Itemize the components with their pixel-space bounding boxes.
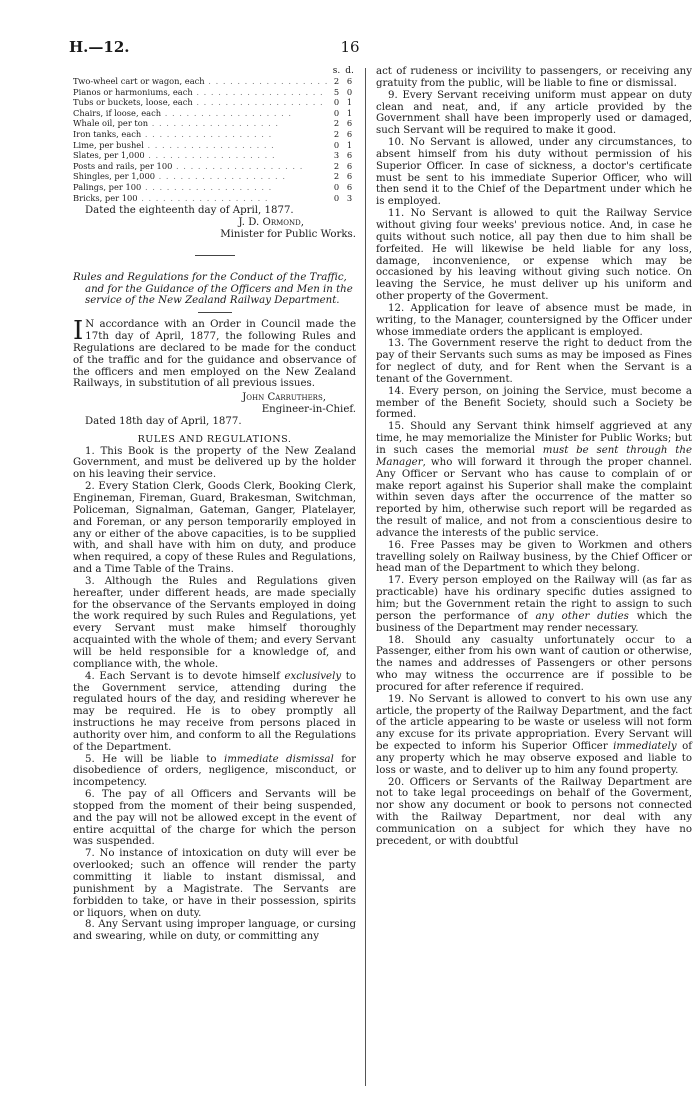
rules-title-text: Rules and Regulations for the Conduct of the Traffic, and for the Guidance of the Officers and Men in the service of the New Zealand Railway Department.: [73, 271, 353, 307]
rule-paragraph: 9. Every Servant receiving uniform must appear on duty clean and neat, and, if any article provided by the Government shall have been improperly used or damaged, such Servant will be required to make it good.: [376, 89, 692, 137]
right-paragraphs: [376, 66, 692, 848]
document-reference: H.—12.: [69, 38, 130, 56]
right-column: [376, 66, 692, 848]
rule-paragraph: 6. The pay of all Officers and Servants will be stopped from the moment of their being suspended, and the pay will not be allowed except in the event of entire acquittal of the charge for which the person was suspended.: [73, 789, 356, 848]
rule-paragraph: act of rudeness or incivility to passengers, or receiving any gratuity from the public, will be liable to fine or dismissal.: [376, 66, 692, 89]
rate-label: Slates, per 1,000 . . .: [73, 150, 330, 161]
rate-row: [73, 129, 356, 140]
left-paragraphs: [73, 446, 356, 943]
rate-pence: 6: [346, 128, 353, 139]
rule-paragraph: 16. Free Passes may be given to Workmen and others travelling solely on Railway business, by the Chief Officer or head man of the Department to which they belong.: [376, 539, 692, 575]
section-rule: [195, 255, 235, 256]
rate-pence: 6: [346, 171, 353, 182]
rate-shillings: 2: [333, 118, 340, 129]
rate-shillings: 0: [333, 107, 340, 118]
signatory-name: John Carruthers,: [242, 392, 326, 404]
rate-pence: 6: [346, 160, 353, 171]
rule-paragraph: 10. No Servant is allowed, under any circumstances, to absent himself from his duty without permission of his Superior Officer. In case of sickness, a doctor's certificate must be sent to his immediate Superior Officer, who will then send it to the Chief of the Department under which he is employed.: [376, 137, 692, 208]
rule-paragraph: 4. Each Servant is to devote himself exclusively to the Government service, attending during the regulated hours of the day, and residing wherever he may be required. He is to obey promptly all instructions he may receive from persons placed in authority over him, and conform to all the Regulations of the Department.: [73, 670, 356, 753]
rate-shillings: 0: [333, 192, 340, 203]
rate-row: [73, 161, 356, 172]
rule-paragraph: 18. Should any casualty unfortunately occur to a Passenger, either from his own want of caution or otherwise, the names and addresses of Passengers or other persons who may witness the occurrence are if possible to be procured for after reference if required.: [376, 634, 692, 693]
rate-label: Tubs or buckets, loose, each . . .: [73, 97, 330, 108]
rate-row: [73, 108, 356, 119]
rule-paragraph: 5. He will be liable to immediate dismissal for disobedience of orders, negligence, misconduct, or incompetency.: [73, 753, 356, 789]
rate-label: Chairs, if loose, each . . .: [73, 108, 330, 119]
rate-pence: 1: [346, 97, 353, 108]
rate-row: [73, 76, 356, 87]
signature-minister: [73, 217, 356, 241]
rate-label: Lime, per bushel . . .: [73, 140, 330, 151]
dated-line-2: Dated 18th day of April, 1877.: [85, 415, 242, 427]
rate-shillings: 0: [333, 139, 340, 150]
rule-paragraph: 20. Officers or Servants of the Railway Department are not to take legal proceedings on behalf of the Goverment, nor show any document or book to persons not connected with the Railway Department, nor deal with any communication on a subject for which they have no precedent, or with doubtful: [376, 776, 692, 847]
rate-row: [73, 150, 356, 161]
rule-paragraph: 2. Every Station Clerk, Goods Clerk, Booking Clerk, Engineman, Fireman, Guard, Brakesman, Switchman, Policeman, Signalman, Gateman, Ganger, Platelayer, and Foreman, or any person temporarily employed in any or either of the above capacities, is to be supplied with, and shall have with him on duty, and produce when required, a copy of these Rules and Regulations, and a Time Table of the Trains.: [73, 481, 356, 576]
rule-paragraph: 14. Every person, on joining the Service, must become a member of the Benefit Society, should such a Society be formed.: [376, 385, 692, 421]
drop-cap: I: [73, 316, 84, 347]
dated-line: Dated the eighteenth day of April, 1877.: [85, 205, 294, 217]
rates-table: [73, 76, 356, 203]
rate-shillings: 2: [333, 128, 340, 139]
rate-row: [73, 171, 356, 182]
rule-paragraph: 13. The Government reserve the right to deduct from the pay of their Servants such sums as may be imposed as Fines for neglect of duty, and for Rent when the Servant is a tenant of the Government.: [376, 338, 692, 385]
rate-pence: 6: [346, 76, 353, 86]
rate-pence: 6: [346, 181, 353, 192]
rate-label: Pianos or harmoniums, each . . .: [73, 87, 330, 98]
rate-shillings: 2: [333, 76, 340, 86]
rule-paragraph: 15. Should any Servant think himself aggrieved at any time, he may memorialize the Minister for Public Works; but in such cases the memorial must be sent through the Manager, who will forward it through the proper channel. Any Officer or Servant who has cause to complain of or make report against his Superior shall make the complaint within seven days after the occurrence of the matter so reported by him, otherwise such report will be regarded as the result of malice, and not from a conscientious desire to advance the interests of the public service.: [376, 421, 692, 539]
rate-pence: 1: [346, 107, 353, 118]
rule-paragraph: 8. Any Servant using improper language, or cursing and swearing, while on duty, or committing any: [73, 919, 356, 943]
rate-shillings: 3: [333, 150, 340, 161]
rate-row: [73, 182, 356, 193]
rate-shillings: 0: [333, 97, 340, 108]
rule-paragraph: 7. No instance of intoxication on duty will ever be overlooked; such an offence will render the party committing it liable to instant dismissal, and punishment by a Magistrate. The Servants are forbidden to take, or have in their possession, spirits or liquors, when on duty.: [73, 848, 356, 919]
rate-row: [73, 118, 356, 129]
column-divider: [365, 68, 366, 1086]
intro-text: N accordance with an Order in Council made the 17th day of April, 1877, the following Rules and Regulations are declared to be made for the conduct of the traffic and for the guidance and observance of the officers and men employed on the New Zealand Railways, in substitution of all previous issues.: [73, 319, 356, 390]
rate-shillings: 0: [333, 181, 340, 192]
rate-label: Iron tanks, each . . .: [73, 129, 330, 140]
rate-shillings: 2: [333, 160, 340, 171]
pence-header: d.: [345, 66, 354, 76]
shillings-header: s.: [332, 66, 341, 76]
rate-pence: 6: [346, 118, 353, 129]
rule-paragraph: 12. Application for leave of absence must be made, in writing, to the Manager, countersigned by the Officer under whose immediate orders the applicant is employed.: [376, 302, 692, 338]
rate-label: Palings, per 100 . . .: [73, 182, 330, 193]
rule-paragraph: 1. This Book is the property of the New Zealand Government, and must be delivered up by the holder on his leaving their service.: [73, 445, 356, 481]
signatory-title: Minister for Public Works.: [220, 228, 356, 240]
rate-row: [73, 97, 356, 108]
rate-pence: 1: [346, 139, 353, 150]
rate-label: Two-wheel cart or wagon, each . . .: [73, 76, 330, 87]
signatory-name: J. D. Ormond,: [238, 216, 304, 228]
rate-pence: 0: [346, 86, 353, 97]
rate-label: Shingles, per 1,000 . . .: [73, 171, 330, 182]
left-column: [73, 66, 356, 943]
title-rule: [198, 312, 232, 313]
intro-paragraph: [73, 316, 356, 390]
rule-paragraph: 17. Every person employed on the Railway will (as far as practicable) have his ordinary specific duties assigned to him; but the Government retain the right to assign to such person the performance of any other duties which the business of the Department may render necessary.: [376, 575, 693, 634]
rate-row: [73, 193, 356, 204]
rate-label: Whale oil, per ton . . .: [73, 118, 330, 129]
rate-label: Bricks, per 100 . . .: [73, 193, 330, 204]
rates-header: [73, 66, 356, 76]
rate-shillings: 5: [333, 86, 340, 97]
section-heading: RULES AND REGULATIONS.: [137, 433, 292, 445]
rate-pence: 3: [346, 192, 353, 203]
rule-paragraph: 11. No Servant is allowed to quit the Railway Service without giving four weeks' previous notice. And, in case he quits without such notice, all pay then due to him shall be forfeited. He will likewise be held liable for any loss, damage, inconvenience, or expense which may be occasioned by his leaving without giving such notice. On leaving the Service, he must deliver up his uniform and other property of the Goverment.: [376, 208, 692, 303]
page-number: 16: [340, 38, 360, 56]
rules-title: [73, 272, 356, 308]
rate-pence: 6: [346, 150, 353, 161]
rule-paragraph: 19. No Servant is allowed to convert to his own use any article, the property of the Railway Department, and the fact of the article appearing to be waste or useless will not form any excuse for its private appropriation. Every Servant will be expected to inform his Superior Officer immediately of any property which he may observe exposed and liable to loss or waste, and to deliver up to him any found property.: [376, 693, 692, 776]
rate-row: [73, 140, 356, 151]
rule-paragraph: 3. Although the Rules and Regulations given hereafter, under different heads, are made specially for the observance of the Servants employed in doing the work required by such Rules and Regulations, yet every Servant must make himself thoroughly acquainted with the whole of them; and every Servant will be held responsible for a knowledge of, and compliance with, the whole.: [73, 575, 356, 670]
rate-shillings: 2: [333, 171, 340, 182]
rate-label: Posts and rails, per 100 . . .: [73, 161, 330, 172]
signatory-title: Engineer-in-Chief.: [261, 404, 356, 416]
rate-row: [73, 87, 356, 98]
signature-engineer: [73, 392, 356, 416]
